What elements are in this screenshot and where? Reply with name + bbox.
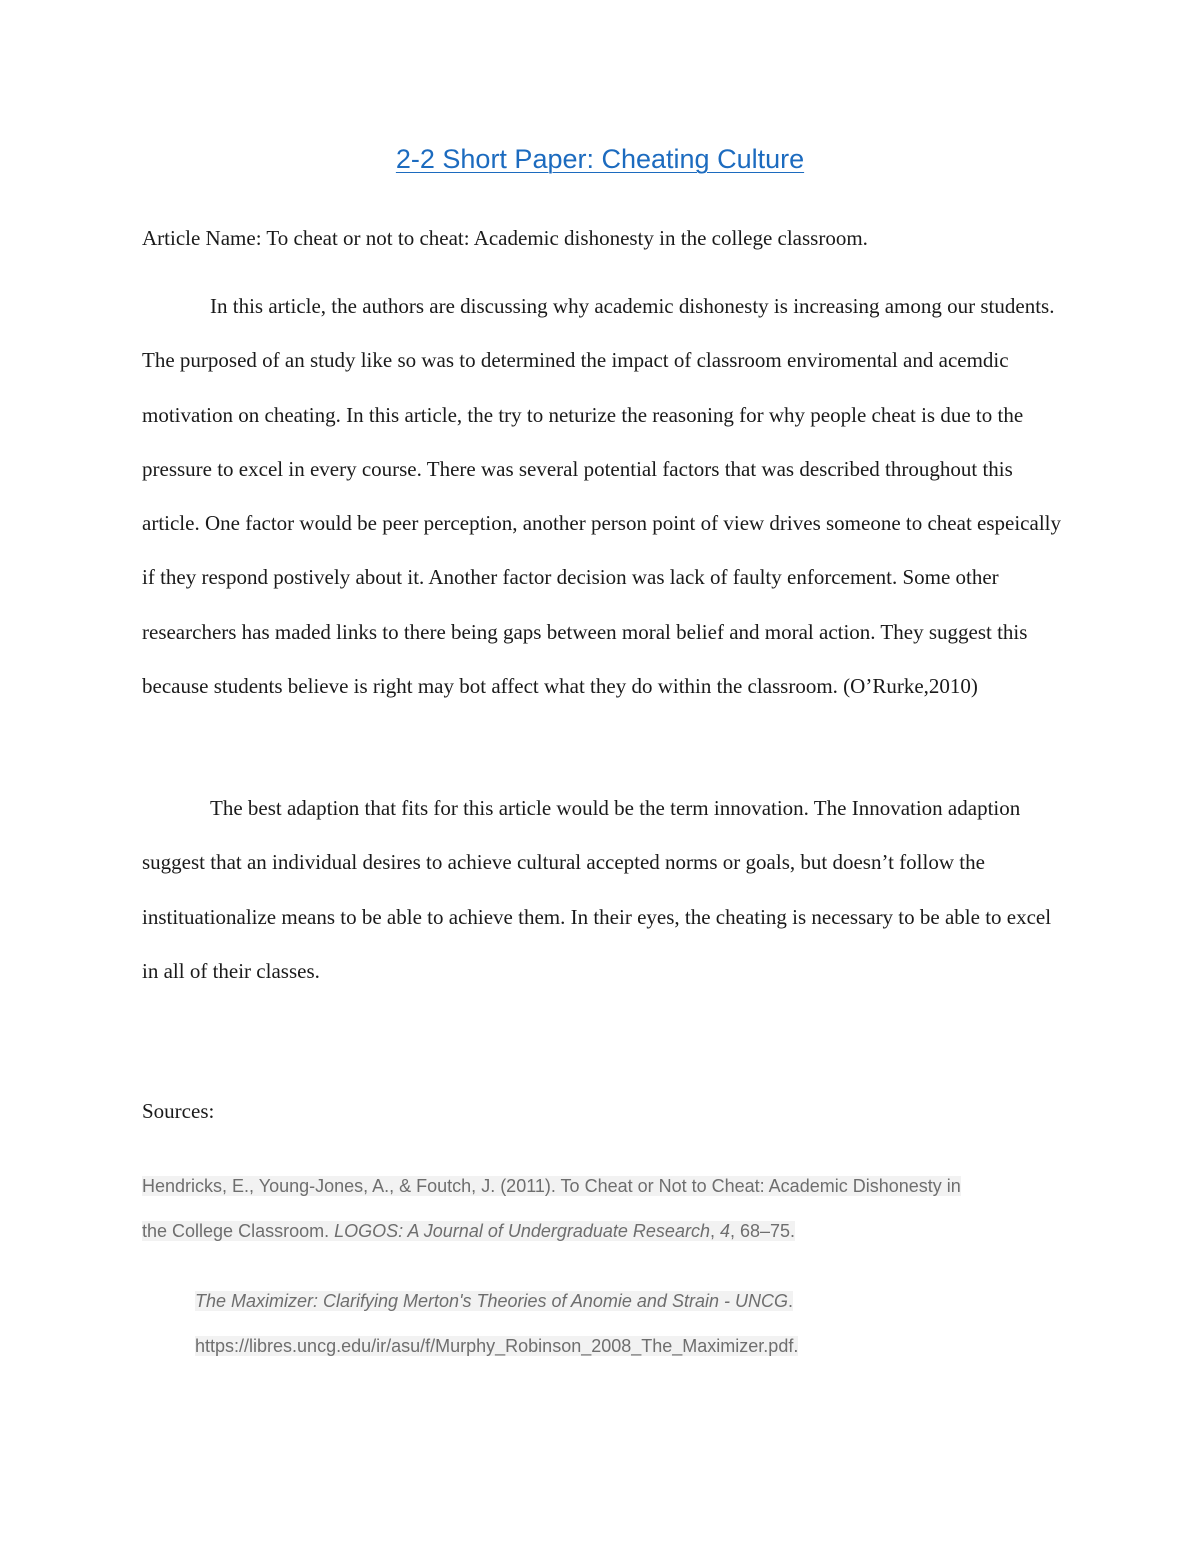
citation-pages: , 68–75. [730, 1221, 796, 1241]
citation-title-end: the College Classroom. [142, 1221, 335, 1241]
citation-authors-title: Hendricks, E., Young-Jones, A., & Foutch, J. (2011). To Cheat or Not to Cheat: Academic Dishonesty in [142, 1176, 961, 1196]
body-paragraph: The best adaption that fits for this article would be the term innovation. The Innovation adaption suggest that an individual desires to achieve cultural accepted norms or goals, but doesn’t follow the instituationalize means to be able to achieve them. In their eyes, the cheating is necessary to be able to excel in all of their classes. [142, 796, 1052, 983]
citation-web-title: The Maximizer: Clarifying Merton's Theories of Anomie and Strain - UNCG [195, 1291, 788, 1311]
page-title: 2-2 Short Paper: Cheating Culture [395, 144, 805, 174]
citation-web-title-end: . [787, 1291, 793, 1311]
sources-heading: Sources: [142, 1099, 215, 1123]
source-citation [142, 1164, 1052, 1254]
source-citation [195, 1279, 1055, 1369]
body-paragraph: In this article, the authors are discussing why academic dishonesty is increasing among our students. The purposed of an study like so was to determined the impact of classroom enviromental and acemdic motivation on cheating. In this article, the try to neturize the reasoning for why people cheat is due to the pressure to excel in every course. There was several potential factors that was described throughout this article. One factor would be peer perception, another person point of view drives someone to cheat espeically if they respond postively about it. Another factor decision was lack of faulty enforcement. Some other researchers has maded links to there being gaps between moral belief and moral action. They suggest this because students believe is right may bot affect what they do within the classroom. (O’Rurke,2010) [142, 294, 1061, 699]
citation-journal: LOGOS: A Journal of Undergraduate Research [334, 1221, 710, 1241]
citation-url: https://libres.uncg.edu/ir/asu/f/Murphy_Robinson_2008_The_Maximizer.pdf. [195, 1336, 799, 1356]
citation-volume: 4 [719, 1221, 730, 1241]
article-name-line: Article Name: To cheat or not to cheat: Academic dishonesty in the college classroom. [142, 226, 868, 250]
citation-separator: , [709, 1221, 720, 1241]
